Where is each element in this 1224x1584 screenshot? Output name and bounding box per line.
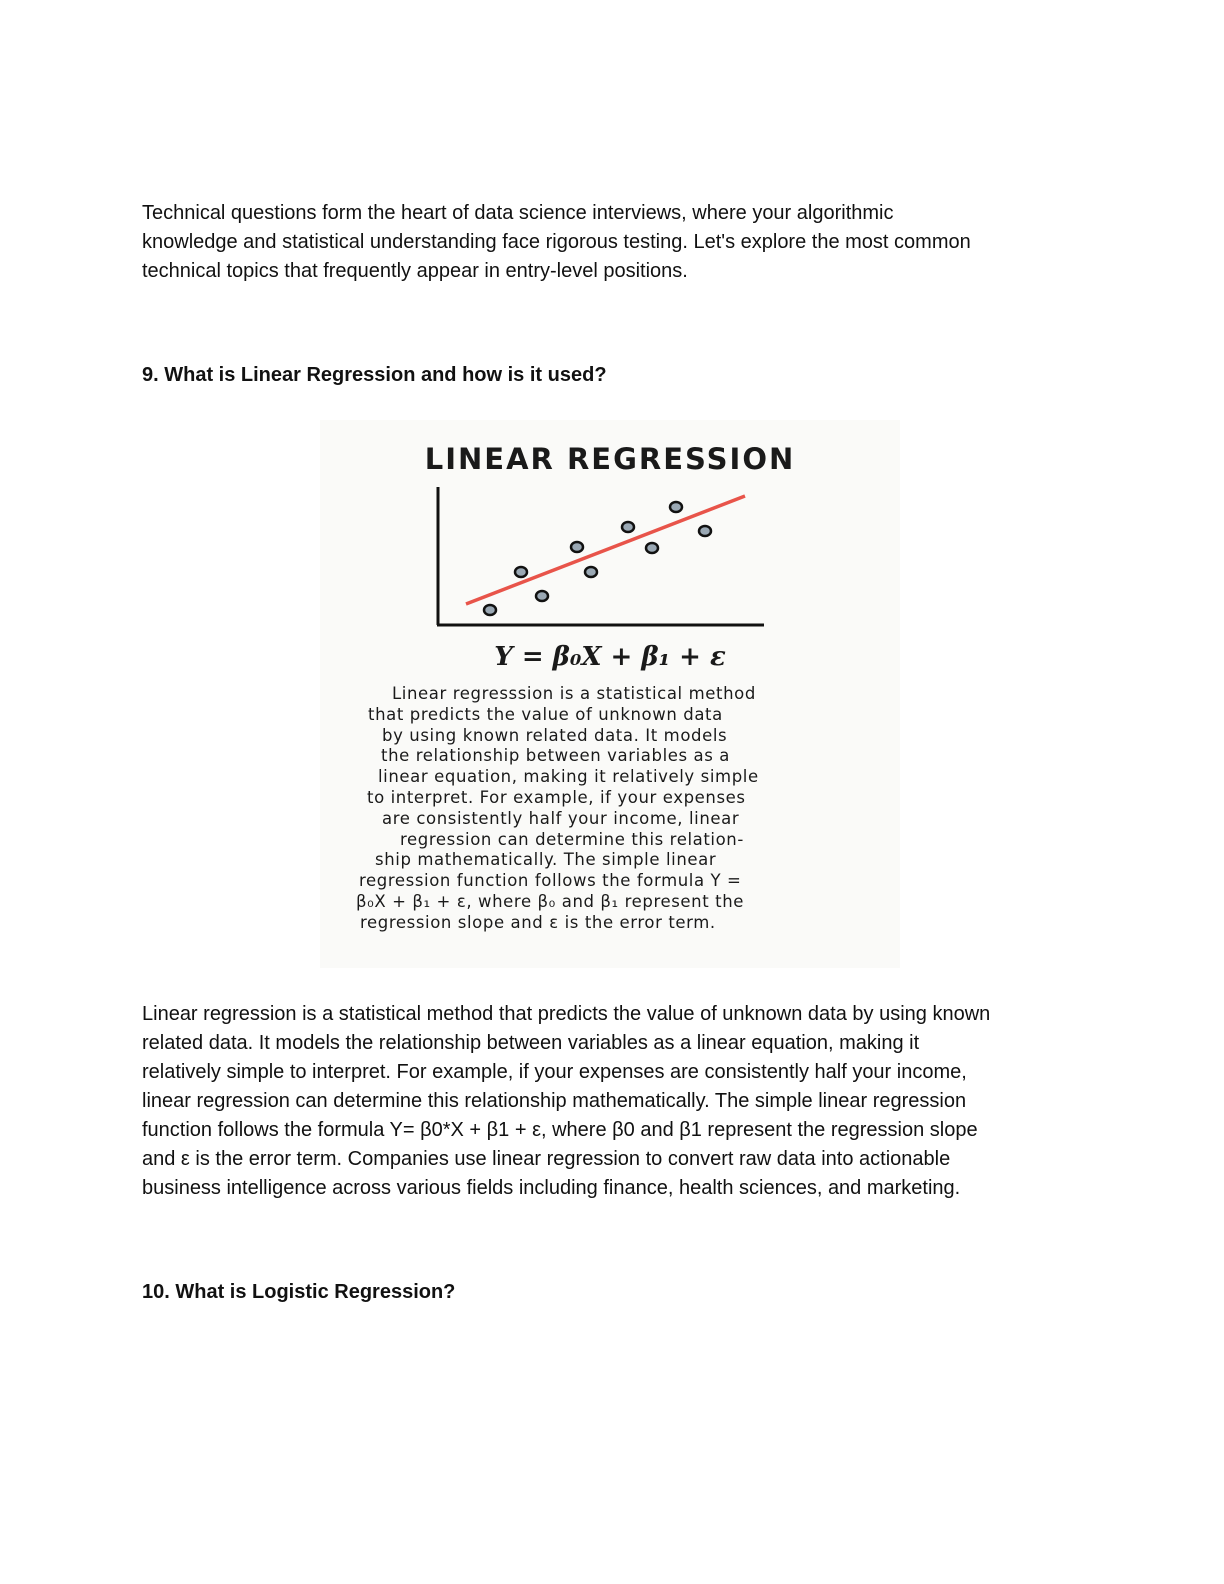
text-line: and ε is the error term. Companies use linear regression to convert raw data into actionable — [142, 1148, 951, 1170]
text-line: technical topics that frequently appear in entry-level positions. — [142, 260, 688, 282]
text-line: Linear regression is a statistical method that predicts the value of unknown data by using known — [142, 1003, 991, 1025]
scatter-point — [646, 543, 658, 553]
scatter-point — [585, 567, 597, 577]
intro-paragraph — [142, 199, 971, 286]
scatter-point — [571, 542, 583, 552]
figure-text-line: ship mathematically. The simple linear — [375, 850, 717, 870]
linear-regression-figure — [320, 420, 900, 968]
regression-formula: Y = β₀X + β₁ + ε — [494, 642, 726, 672]
question-9-heading: 9. What is Linear Regression and how is it used? — [142, 364, 607, 386]
text-line: linear regression can determine this relationship mathematically. The simple linear regression — [142, 1090, 967, 1112]
figure-text-line: Linear regresssion is a statistical method — [392, 684, 756, 703]
figure-text-line: are consistently half your income, linear — [382, 808, 740, 828]
figure-text-line: to interpret. For example, if your expenses — [367, 788, 746, 807]
scatter-point — [515, 567, 527, 577]
text-line: business intelligence across various fields including finance, health sciences, and marketing. — [142, 1177, 961, 1199]
text-line: related data. It models the relationship between variables as a linear equation, making it — [142, 1032, 920, 1054]
text-line: knowledge and statistical understanding face rigorous testing. Let's explore the most common — [142, 231, 971, 253]
figure-text-line: regression function follows the formula Y = — [359, 871, 742, 891]
scatter-point — [536, 591, 548, 601]
figure-title: LINEAR REGRESSION — [424, 442, 796, 476]
figure-text-line: that predicts the value of unknown data — [368, 704, 723, 724]
text-line: relatively simple to interpret. For example, if your expenses are consistently half your income, — [142, 1061, 967, 1083]
regression-line — [466, 496, 745, 604]
text-line: Technical questions form the heart of data science interviews, where your algorithmic — [142, 202, 894, 224]
question-10-heading: 10. What is Logistic Regression? — [142, 1281, 456, 1303]
scatter-point — [699, 526, 711, 536]
scatter-point — [484, 605, 496, 615]
scatter-point — [622, 522, 634, 532]
scatter-point — [670, 502, 682, 512]
figure-text-line: regression slope and ε is the error term. — [360, 912, 716, 932]
figure-text-line: by using known related data. It models — [382, 725, 728, 745]
answer-9-paragraph — [142, 1000, 990, 1203]
figure-text-line: β₀X + β₁ + ε, where β₀ and β₁ represent the — [356, 892, 745, 911]
text-line: function follows the formula Y= β0*X + β1 + ε, where β0 and β1 represent the regression slope — [142, 1119, 978, 1141]
figure-text-line: regression can determine this relation- — [400, 829, 744, 849]
figure-text-line: the relationship between variables as a — [381, 746, 731, 766]
figure-text-line: linear equation, making it relatively simple — [378, 767, 759, 787]
